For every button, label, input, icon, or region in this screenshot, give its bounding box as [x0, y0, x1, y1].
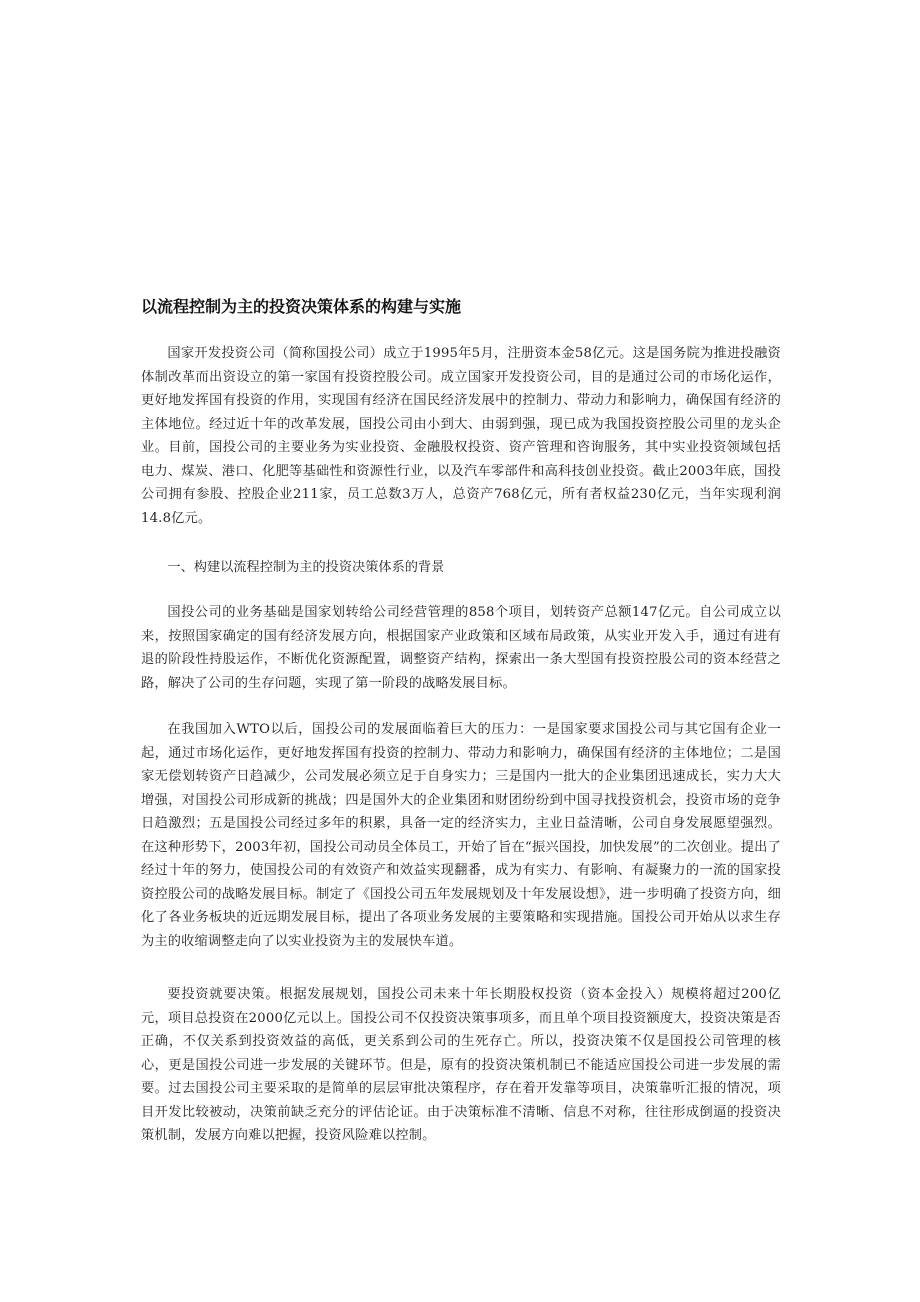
paragraph-business-foundation: 国投公司的业务基础是国家划转给公司经营管理的858个项目，划转资产总额147亿元。自公司成立以来，按照国家确定的国有经济发展方向，根据国家产业政策和区域布局政策，从实业开发入手，通过有进有退的阶段性持股运作，不断优化资源配置，调整资产结构，探索出一条大型国有投资控股公司的资本经营之路，解决了公司的生存问题，实现了第一阶段的战略发展目标。 — [141, 605, 781, 691]
paragraph-wto-pressure: 在我国加入WTO以后，国投公司的发展面临着巨大的压力：一是国家要求国投公司与其它国有企业一起，通过市场化运作，更好地发挥国有投资的控制力、带动力和影响力，确保国有经济的主体地位；二是国家无偿划转资产日趋减少，公司发展必须立足于自身实力；三是国内一批大的企业集团迅速成长，实力大大增强，对国投公司形成新的挑战；四是国外大的企业集团和财团纷纷到中国寻找投资机会，投资市场的竞争日趋激烈；五是国投公司经过多年的积累，具备一定的经济实力，主业日益清晰，公司自身发展愿望强烈。在这种形势下，2003年初，国投公司动员全体员工，开始了旨在“振兴国投，加快发展”的二次创业。提出了经过十年的努力，使国投公司的有效资产和效益实现翻番，成为有实力、有影响、有凝聚力的一流的国家投资控股公司的战略发展目标。制定了《国投公司五年发展规划及十年发展设想》，进一步明确了投资方向，细化了各业务板块的近远期发展目标，提出了各项业务发展的主要策略和实现措施。国投公司开始从以求生存为主的收缩调整走向了以实业投资为主的发展快车道。 — [141, 722, 781, 949]
paragraph-investment-decision: 要投资就要决策。根据发展规划，国投公司未来十年长期股权投资（资本金投入）规模将超过200亿元，项目总投资在2000亿元以上。国投公司不仅投资决策事项多，而且单个项目投资额度大，投资决策是否正确，不仅关系到投资效益的高低，更关系到公司的生死存亡。所以，投资决策不仅是国投公司管理的核心，更是国投公司进一步发展的关键环节。但是，原有的投资决策机制已不能适应国投公司进一步发展的需要。过去国投公司主要采取的是简单的层层审批决策程序，存在着开发靠等项目，决策靠听汇报的情况，项目开发比较被动，决策前缺乏充分的评估论证。由于决策标准不清晰、信息不对称，往往形成倒逼的投资决策机制，发展方向难以把握，投资风险难以控制。 — [141, 987, 781, 1143]
document-title: 以流程控制为主的投资决策体系的构建与实施 — [141, 297, 462, 316]
intro-paragraph: 国家开发投资公司（简称国投公司）成立于1995年5月，注册资本金58亿元。这是国务院为推进投融资体制改革而出资设立的第一家国有投资控股公司。成立国家开发投资公司，目的是通过公司的市场化运作，更好地发挥国有投资的作用，实现国有经济在国民经济发展中的控制力、带动力和影响力，确保国有经济的主体地位。经过近十年的改革发展，国投公司由小到大、由弱到强，现已成为我国投资控股公司里的龙头企业。目前，国投公司的主要业务为实业投资、金融股权投资、资产管理和咨询服务，其中实业投资领域包括电力、煤炭、港口、化肥等基础性和资源性行业，以及汽车零部件和高科技创业投资。截止2003年底，国投公司拥有参股、控股企业211家，员工总数3万人，总资产768亿元，所有者权益230亿元，当年实现利润14.8亿元。 — [141, 346, 781, 526]
section-heading-background: 一、构建以流程控制为主的投资决策体系的背景 — [167, 560, 445, 575]
